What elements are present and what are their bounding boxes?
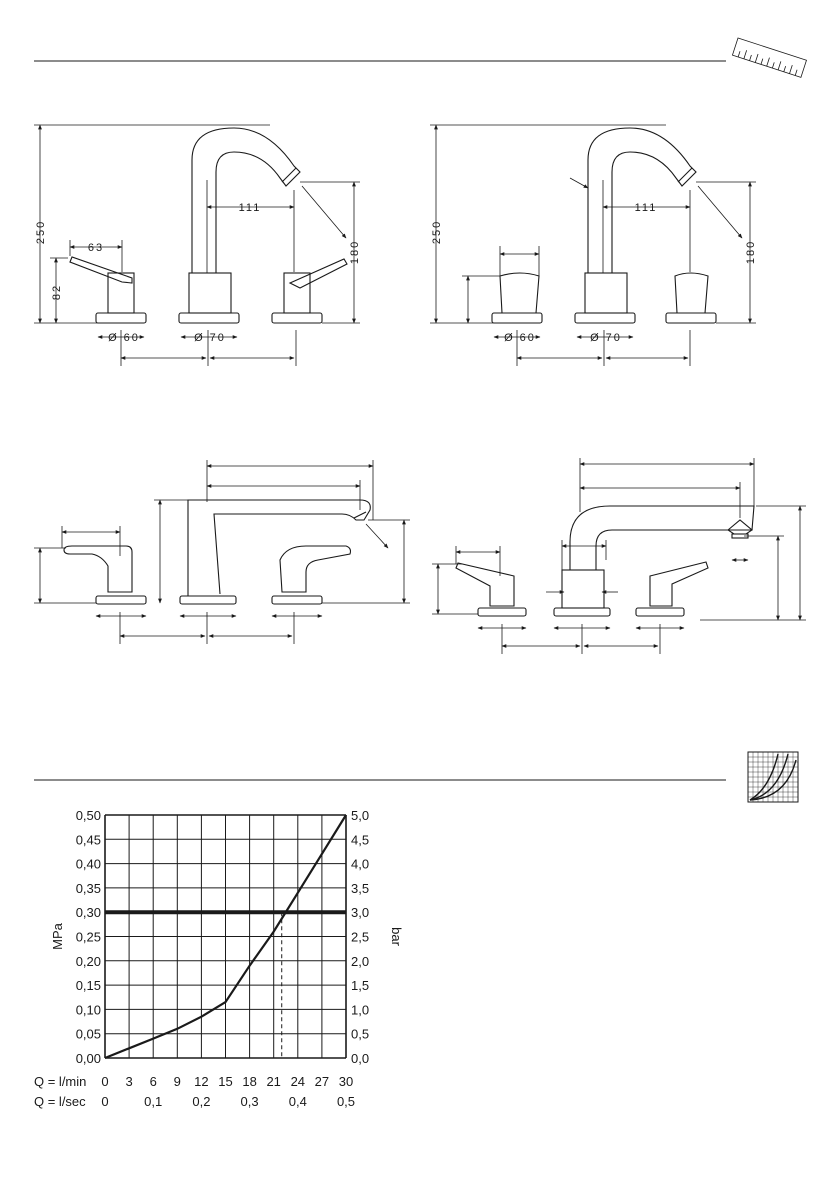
y-tick-left: 0,45 — [75, 832, 101, 848]
x-axis-label: Q = l/min — [34, 1074, 87, 1089]
y-tick-right: 3,0 — [351, 905, 370, 921]
x-secondary-ticks — [101, 1094, 355, 1109]
x-secondary-tick: 0,2 — [192, 1094, 211, 1109]
flow-chart — [34, 808, 404, 1109]
drawing-front-cross — [430, 125, 757, 366]
x-tick: 9 — [173, 1074, 181, 1089]
drawing-front-lever — [34, 125, 361, 366]
x-ticks — [101, 1074, 353, 1089]
y-tick-left: 0,00 — [75, 1051, 101, 1066]
y-tick-right: 1,5 — [351, 978, 370, 994]
dim-spout-height-2: 180 — [745, 239, 757, 265]
dim-spout-height: 180 — [349, 239, 361, 265]
y-tick-left: 0,40 — [75, 856, 101, 872]
x-secondary-tick: 0,4 — [288, 1094, 307, 1109]
x-secondary-axis-label: Q = l/sec — [34, 1094, 86, 1109]
x-secondary-tick: 0 — [101, 1094, 109, 1109]
y-tick-right: 2,5 — [351, 929, 370, 945]
y-tick-right: 1,0 — [351, 1002, 370, 1018]
y-tick-left: 0,15 — [75, 978, 101, 994]
x-tick: 12 — [194, 1074, 209, 1089]
y-tick-right: 2,0 — [351, 953, 370, 969]
dim-height-total-2: 250 — [431, 219, 443, 245]
y-tick-right: 0,0 — [351, 1051, 370, 1066]
y-tick-right: 3,5 — [351, 880, 370, 896]
dim-lever-width: 63 — [87, 242, 105, 254]
y-tick-right: 5,0 — [351, 808, 370, 823]
y-tick-left: 0,50 — [75, 808, 101, 823]
drawing-long-spout — [432, 458, 806, 654]
ruler-icon — [732, 38, 806, 77]
x-tick: 21 — [266, 1074, 281, 1089]
x-tick: 6 — [149, 1074, 157, 1089]
y-tick-right: 4,5 — [351, 832, 370, 848]
y-axis-label-right: bar — [389, 927, 404, 946]
dim-spout-reach-2: 111 — [634, 202, 658, 214]
x-tick: 27 — [314, 1074, 330, 1089]
drawing-low-spout — [34, 460, 410, 644]
chart-grid — [105, 815, 346, 1058]
y-axis-label-left: MPa — [50, 923, 65, 950]
x-tick: 0 — [101, 1074, 109, 1089]
dim-height-total: 250 — [35, 219, 47, 245]
y-tick-right: 0,5 — [351, 1026, 370, 1042]
y-ticks-right — [351, 808, 369, 1066]
x-tick: 3 — [125, 1074, 133, 1089]
x-secondary-tick: 0,3 — [240, 1094, 259, 1109]
dim-base-diameter-left: Ø 60 — [108, 332, 140, 344]
x-tick: 30 — [338, 1074, 354, 1089]
x-secondary-tick: 0,5 — [336, 1094, 356, 1109]
x-tick: 15 — [218, 1074, 233, 1089]
y-tick-left: 0,25 — [75, 929, 101, 945]
dim-spout-reach: 111 — [238, 202, 262, 214]
y-tick-left: 0,20 — [75, 953, 101, 969]
dim-base-diameter-left-2: Ø 60 — [504, 332, 536, 344]
y-tick-left: 0,30 — [75, 905, 101, 921]
y-ticks-left — [76, 808, 101, 1066]
y-tick-left: 0,05 — [75, 1026, 101, 1042]
x-tick: 24 — [290, 1074, 306, 1089]
dim-base-diameter-center-2: Ø 70 — [590, 332, 622, 344]
x-secondary-tick: 0,1 — [144, 1094, 163, 1109]
dim-lever-height: 82 — [51, 283, 63, 301]
y-tick-right: 4,0 — [351, 856, 370, 872]
flow-diagram-icon — [748, 752, 798, 802]
dim-base-diameter-center: Ø 70 — [194, 332, 226, 344]
x-tick: 18 — [242, 1074, 257, 1089]
y-tick-left: 0,35 — [75, 880, 101, 896]
y-tick-left: 0,10 — [75, 1002, 101, 1018]
